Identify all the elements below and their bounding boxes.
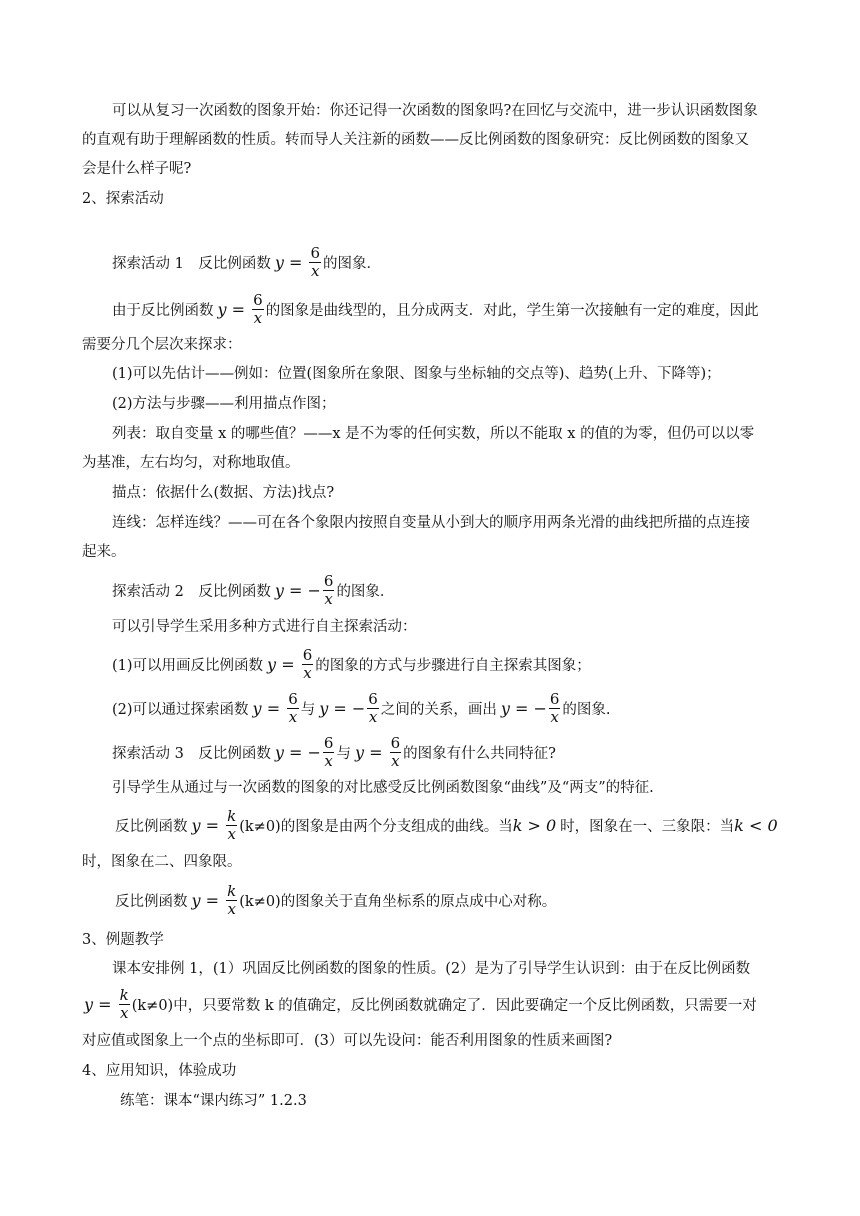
tabulate-line-2: 为基准，左右均匀，对称地取值。: [82, 455, 300, 471]
paragraph-intro-line-3: 会是什么样子呢?: [82, 161, 192, 177]
activity-2: [112, 570, 394, 610]
math-eq: =: [333, 698, 347, 718]
math-neg: −: [533, 698, 547, 718]
math-eq: =: [98, 994, 112, 1014]
math-y: y: [274, 580, 284, 600]
math-eq: =: [266, 698, 281, 718]
paragraph-curve-type-post: 的图象是曲线型的，且分成两支．对此，学生第一次接触有一定的难度，因此: [265, 302, 759, 319]
fraction-6-over-x: $\frac{6}{x}$: [368, 689, 378, 726]
fraction-k-over-x: $\frac{k}{x}$: [119, 985, 129, 1022]
connect-line-1: 连线：怎样连线？——可在各个象限内按照自变量从小到大的顺序用两条光滑的曲线把所描的点连接: [112, 515, 750, 531]
activity-2-item-2-post: 的图象.: [562, 701, 611, 718]
math-eq: =: [514, 698, 529, 718]
example-line-2-text: (k≠0)中，只要常数 k 的值确定，反比例函数就确定了．因此要确定一个反比例函数，只需要一对: [131, 997, 757, 1014]
tabulate-line-1: 列表：取自变量 x 的哪些值？——x 是不为零的任何实数，所以不能取 x 的值的为零，但仍可以以零: [112, 426, 755, 442]
practice-line: 练笔：课本“课内练习” 1.2.3: [120, 1093, 307, 1109]
list-item-method: (2)方法与步骤——利用描点作图；: [112, 396, 336, 412]
math-y: y: [252, 698, 262, 718]
activity-2-item-2: [112, 688, 611, 728]
activity-3-label: 探索活动 3 反比例函数: [112, 745, 271, 762]
property-2-pre: 反比例函数: [115, 893, 188, 910]
activity-2-item-2-mid2: 之间的关系，画出: [380, 701, 497, 718]
connect-line-2: 起来。: [82, 544, 126, 560]
math-eq: =: [288, 580, 303, 600]
property-2: [115, 880, 556, 920]
math-y: y: [500, 698, 510, 718]
property-1-middle: 时，图象在一、三象限：当: [560, 818, 735, 835]
section-heading-4: 4、应用知识，体验成功: [82, 1063, 237, 1079]
plot-points-line: 描点：依据什么(数据、方法)找点?: [112, 485, 335, 501]
fraction-6-over-x: $\frac{6}{x}$: [310, 243, 321, 280]
math-eq: =: [288, 252, 303, 272]
math-eq: =: [281, 654, 295, 674]
math-neg: −: [307, 580, 321, 600]
paragraph-intro-line-2: 的直观有助于理解函数的性质。转而导人关注新的函数——反比例函数的图象研究：反比例函数的图象又: [82, 132, 749, 148]
activity-1-tail: 的图象．: [323, 255, 382, 272]
paragraph-intro-line-1: 可以从复习一次函数的图象开始：你还记得一次函数的图象吗?在回忆与交流中，进一步认识函数图象: [112, 103, 758, 119]
math-y: y: [319, 698, 329, 718]
activity-3: [112, 732, 556, 772]
activity-2-item-1: [112, 644, 591, 684]
activity-1-label: 探索活动 1 反比例函数: [112, 255, 271, 272]
activity-1: [112, 242, 381, 282]
math-k-lt-0: k < 0: [734, 815, 778, 835]
math-eq: =: [369, 742, 383, 762]
fraction-k-over-x: $\frac{k}{x}$: [227, 806, 237, 843]
activity-2-item-2-pre: (2)可以通过探索函数: [112, 701, 249, 718]
fraction-6-over-x: $\frac{6}{x}$: [288, 689, 298, 726]
fraction-6-over-x: $\frac{6}{x}$: [549, 689, 560, 726]
activity-2-item-2-mid1: 与: [300, 701, 316, 718]
math-y: y: [274, 252, 284, 272]
math-neg: −: [307, 742, 321, 762]
activity-2-intro: 可以引导学生采用多种方式进行自主探索活动：: [112, 619, 417, 635]
list-item-estimate: (1)可以先估计——例如：位置(图象所在象限、图象与坐标轴的交点等)、趋势(上升、下降等)；: [112, 366, 721, 382]
property-2-post: (k≠0)的图象关于直角坐标系的原点成中心对称。: [239, 893, 557, 910]
math-y: y: [191, 890, 201, 910]
example-line-2: [84, 984, 757, 1024]
activity-2-item-1-pre: (1)可以用画反比例函数: [112, 657, 264, 674]
activity-3-mid: 与: [336, 745, 351, 762]
math-eq: =: [205, 890, 220, 910]
math-neg: −: [351, 698, 366, 718]
paragraph-curve-type-line-2: 需要分几个层次来探求：: [82, 337, 242, 353]
activity-2-tail: 的图象．: [336, 583, 395, 600]
activity-3-tail: 的图象有什么共同特征?: [403, 745, 556, 762]
math-eq: =: [205, 815, 220, 835]
activity-2-item-1-post: 的图象的方式与步骤进行自主探索其图象；: [315, 657, 591, 674]
section-heading-2: 2、探索活动: [82, 191, 164, 207]
example-line-3: 对应值或图象上一个点的坐标即可．(3）可以先设问：能否利用图象的性质来画图?: [82, 1033, 613, 1049]
math-y: y: [267, 654, 277, 674]
math-k-gt-0: k > 0: [512, 815, 557, 835]
math-y: y: [217, 299, 227, 319]
property-1-line-2: 时，图象在二、四象限。: [82, 854, 242, 870]
paragraph-curve-type: [112, 289, 759, 329]
activity-2-label: 探索活动 2 反比例函数: [112, 583, 271, 600]
paragraph-curve-type-pre: 由于反比例函数: [112, 302, 214, 319]
property-1-pre: 反比例函数: [115, 818, 188, 835]
fraction-6-over-x: $\frac{6}{x}$: [253, 290, 263, 327]
math-y: y: [191, 815, 201, 835]
math-y: y: [274, 742, 284, 762]
math-eq: =: [231, 299, 246, 319]
fraction-6-over-x: $\frac{6}{x}$: [323, 571, 334, 608]
math-eq: =: [288, 742, 303, 762]
math-y: y: [354, 742, 364, 762]
fraction-6-over-x: $\frac{6}{x}$: [390, 733, 401, 770]
fraction-6-over-x: $\frac{6}{x}$: [302, 645, 313, 682]
section-heading-3: 3、例题教学: [82, 932, 164, 948]
property-1-line-1: [115, 805, 778, 845]
fraction-6-over-x: $\frac{6}{x}$: [323, 733, 334, 770]
fraction-k-over-x: $\frac{k}{x}$: [227, 881, 237, 918]
guide-line: 引导学生从通过与一次函数的图象的对比感受反比例函数图象“曲线”及“两支”的特征.: [112, 780, 654, 796]
example-line-1: 课本安排例 1，(1）巩固反比例函数的图象的性质。(2）是为了引导学生认识到：由于在反比例函数: [112, 961, 751, 977]
math-y: y: [84, 994, 94, 1014]
property-1-condition: (k≠0)的图象是由两个分支组成的曲线。当: [239, 818, 513, 835]
